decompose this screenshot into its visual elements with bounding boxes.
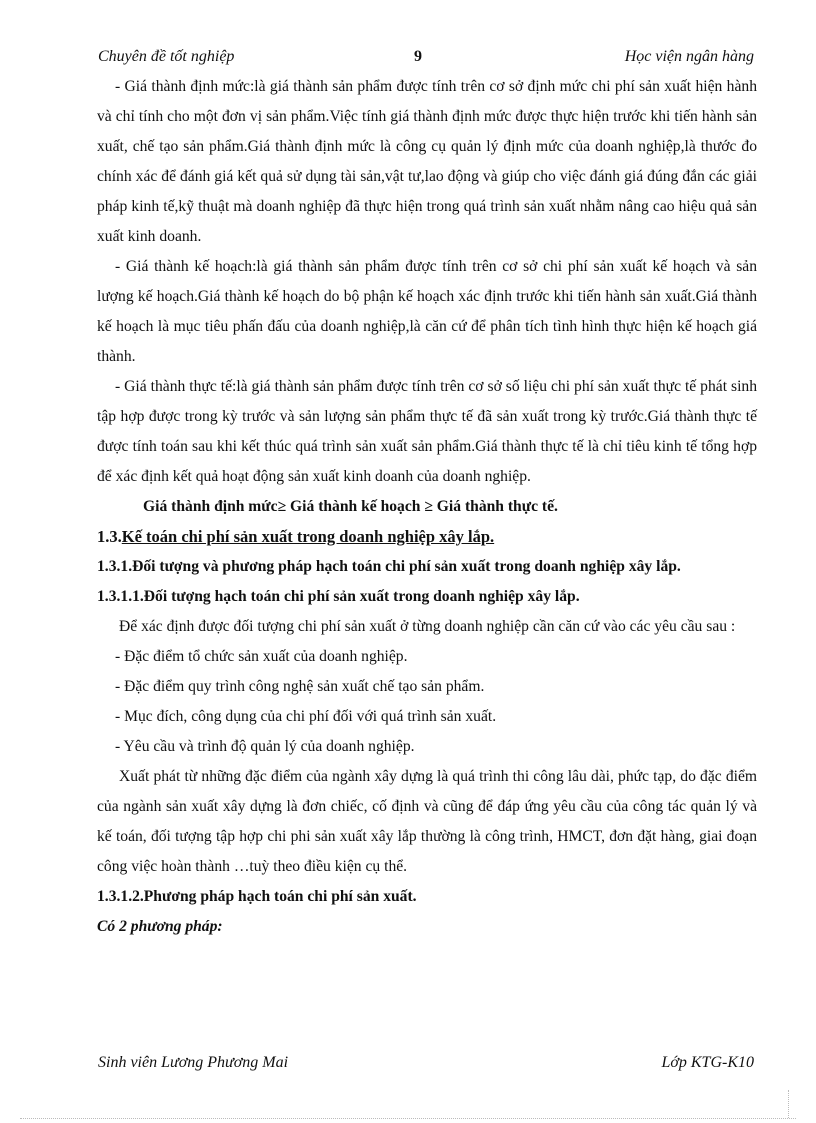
paragraph-requirements-intro: Để xác định được đối tượng chi phí sản xuất ở từng doanh nghiệp cần căn cứ vào các yêu cầu sau :	[119, 618, 736, 635]
list-item: - Mục đích, công dụng của chi phí đối với quá trình sản xuất.	[115, 708, 497, 725]
page-footer	[98, 1054, 754, 1076]
paragraph-actual-cost: - Giá thành thực tế:là giá thành sản phẩm được tính trên cơ sở số liệu chi phí sản xuất thực tế phát sinh tập hợp được trong kỳ trước và sản lượng sản phẩm thực tế đã sản xuất trong kỳ trước.Giá thành thực tế được tính toán sau khi kết thúc quá trình sản xuất sản phẩm.Giá thành thực tế là chỉ tiêu kinh tế tổng hợp để xác định kết quả hoạt động sản xuất kinh doanh của doanh nghiệp.	[97, 378, 757, 485]
page-corner-marker	[788, 1090, 789, 1118]
section-number-1-3: 1.3.	[97, 527, 122, 546]
list-item: - Đặc điểm tổ chức sản xuất của doanh nghiệp.	[115, 648, 408, 665]
section-title-1-3: Kế toán chi phí sản xuất trong doanh nghiệp xây lắp.	[121, 527, 495, 546]
section-heading-1-3-1-1: 1.3.1.1.Đối tượng hạch toán chi phí sản xuất trong doanh nghiệp xây lắp.	[97, 588, 580, 605]
list-item: - Đặc điểm quy trình công nghệ sản xuất chế tạo sản phẩm.	[115, 678, 485, 695]
section-heading-1-3-1-2: 1.3.1.2.Phương pháp hạch toán chi phí sản xuất.	[97, 888, 417, 905]
header-document-type: Chuyên đề tốt nghiệp	[98, 48, 235, 65]
page-number: 9	[414, 48, 422, 65]
footer-class: Lớp KTG-K10	[661, 1054, 754, 1071]
list-item: - Yêu cầu và trình độ quản lý của doanh nghiệp.	[115, 738, 415, 755]
footer-student-name: Sinh viên Lương Phương Mai	[98, 1054, 289, 1071]
page-bottom-border	[20, 1118, 796, 1119]
section-heading-1-3	[97, 522, 757, 552]
header-institution: Học viện ngân hàng	[624, 48, 754, 65]
paragraph-construction-objects: Xuất phát từ những đặc điểm của ngành xây dựng là quá trình thi công lâu dài, phức tạp, do đặc điểm của ngành sản xuất xây dựng là đơn chiếc, cố định và cũng để đáp ứng yêu cầu của công tác quản lý và kế toán, đối tượng tập hợp chi phi sản xuất xây lắp thường là công trình, HMCT, đơn đặt hàng, giai đoạn công việc hoàn thành …tuỳ theo điều kiện cụ thể.	[97, 768, 757, 875]
page-header	[98, 48, 754, 70]
section-heading-1-3-1: 1.3.1.Đối tượng và phương pháp hạch toán chi phí sản xuất trong doanh nghiệp xây lắp.	[97, 558, 681, 575]
paragraph-planned-cost: - Giá thành kế hoạch:là giá thành sản phẩm được tính trên cơ sở chi phí sản xuất kế hoạch và sản lượng kế hoạch.Giá thành kế hoạch do bộ phận kế hoạch xác định trước khi tiến hành sản xuất.Giá thành kế hoạch là mục tiêu phấn đấu của doanh nghiệp,là căn cứ để phân tích tình hình thực hiện kế hoạch giá thành.	[97, 258, 757, 365]
page-body	[97, 72, 757, 942]
paragraph-standard-cost: - Giá thành định mức:là giá thành sản phẩm được tính trên cơ sở định mức chi phí sản xuất hiện hành và chỉ tính cho một đơn vị sản phẩm.Việc tính giá thành định mức được thực hiện trước khi tiến hành sản xuất, chế tạo sản phẩm.Giá thành định mức là công cụ quản lý định mức của doanh nghiệp,là thước đo chính xác để đánh giá kết quả sử dụng tài sản,vật tư,lao động và giúp cho việc đánh giá đúng đắn các giải pháp kinh tế,kỹ thuật mà doanh nghiệp đã thực hiện trong quá trình sản xuất nhằm nâng cao hiệu quả sản xuất kinh doanh.	[97, 78, 757, 245]
cost-comparison-formula: Giá thành định mức≥ Giá thành kế hoạch ≥ Giá thành thực tế.	[143, 498, 558, 515]
methods-label: Có 2 phương pháp:	[97, 918, 223, 935]
